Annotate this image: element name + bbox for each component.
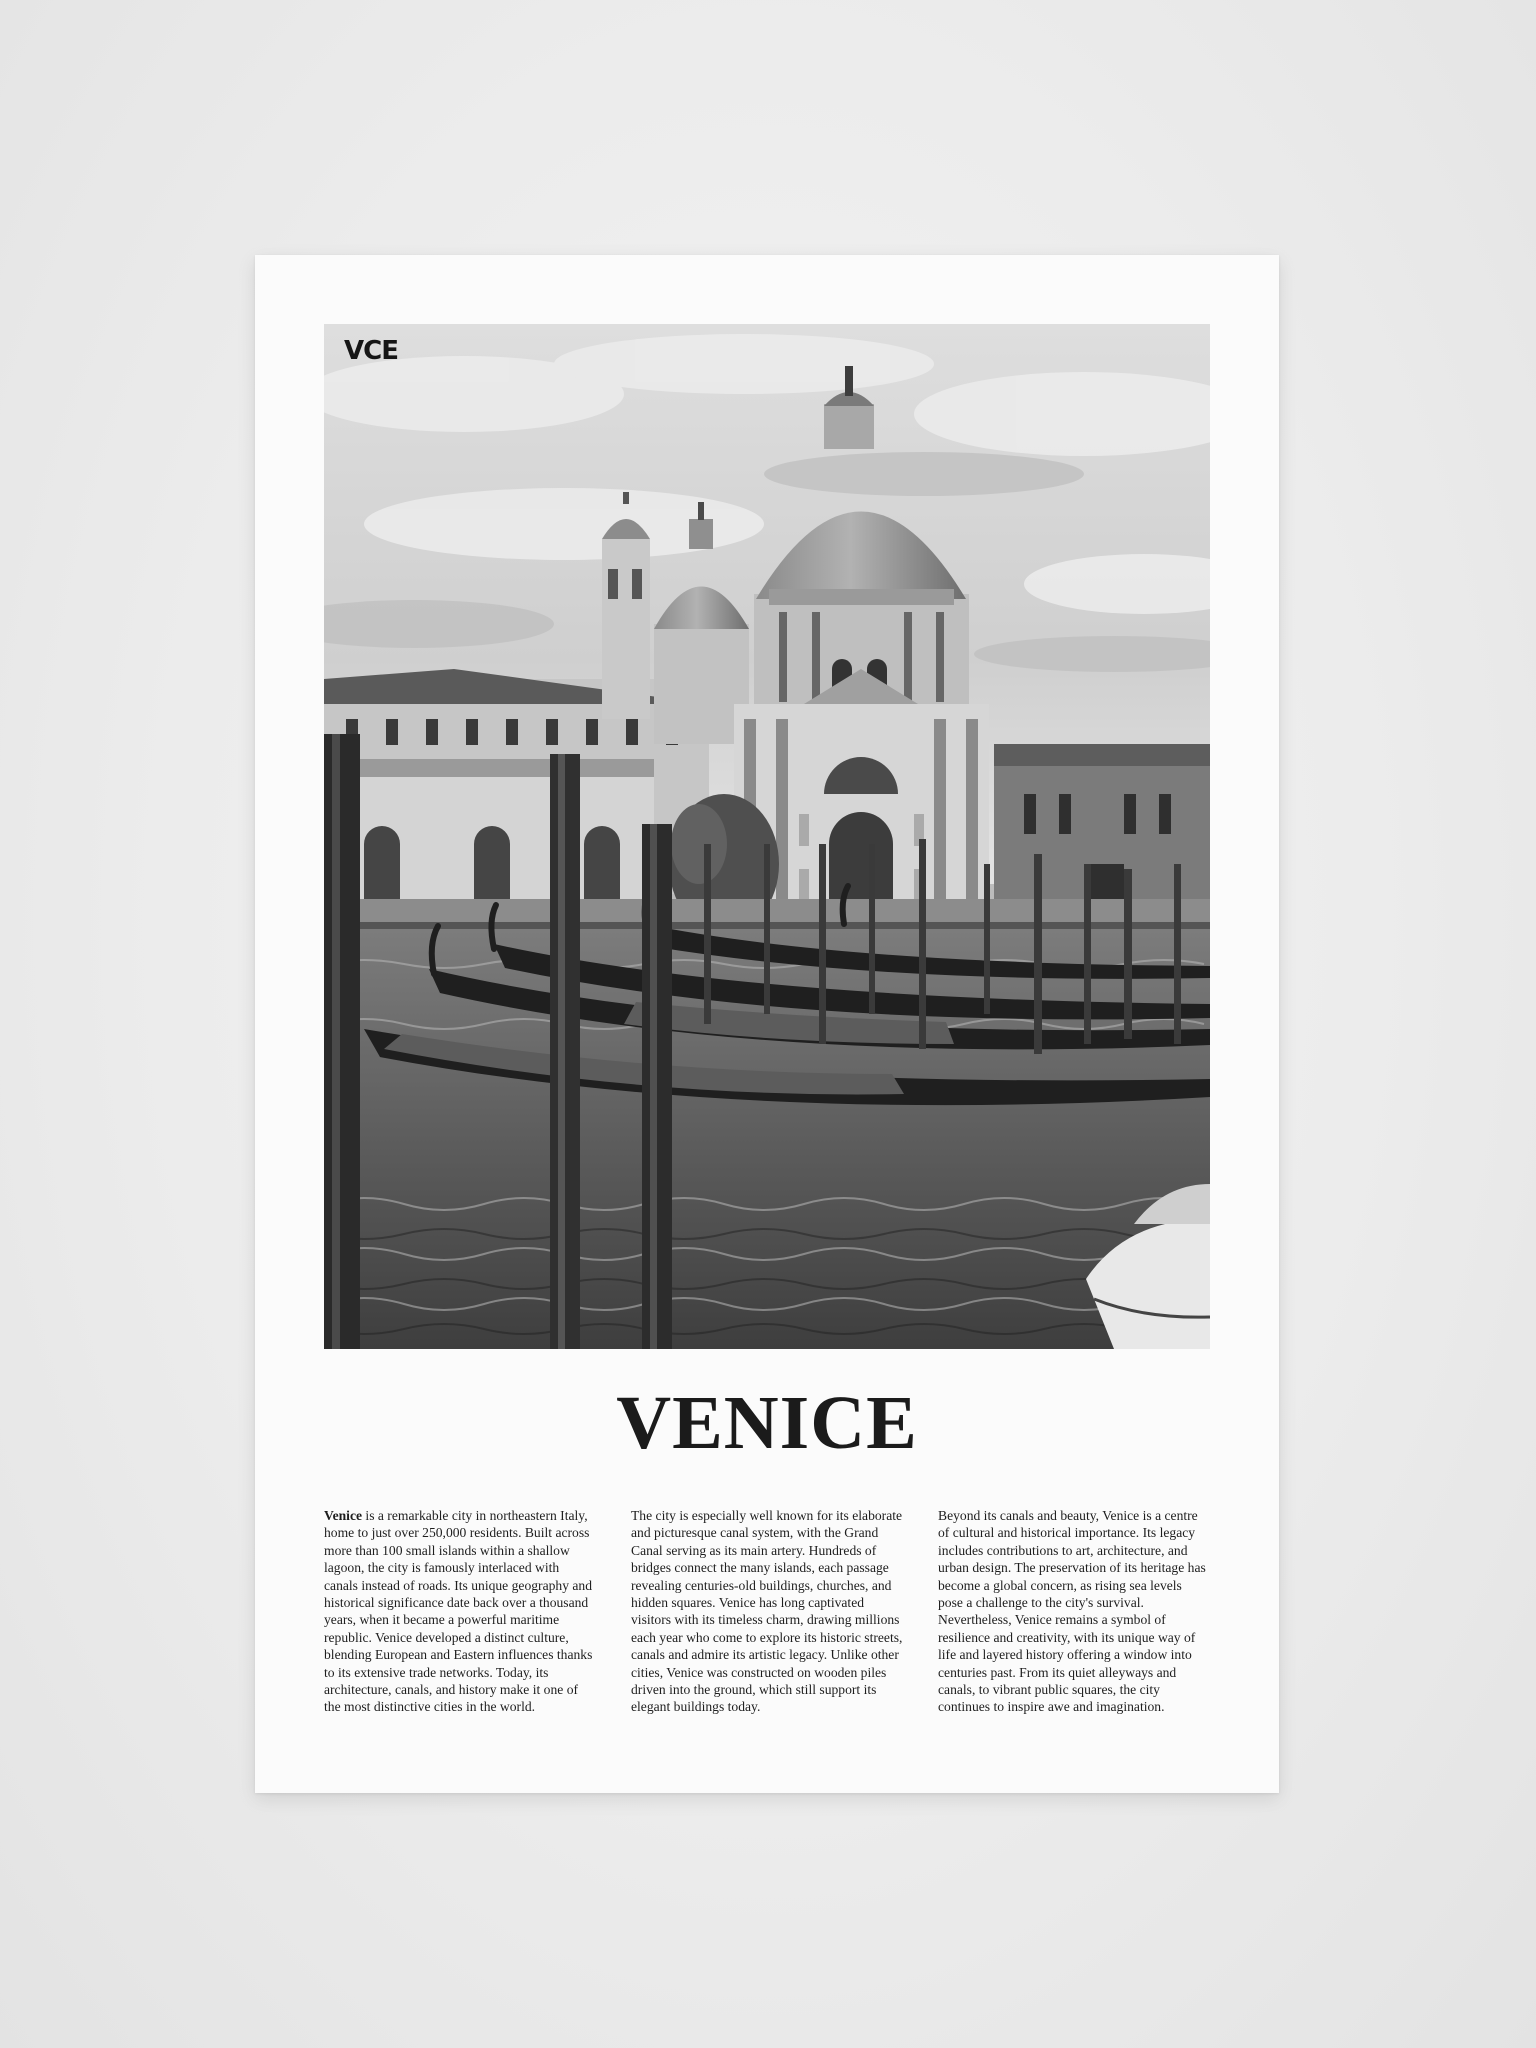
airport-code-label: VCE bbox=[344, 336, 398, 366]
text-column-1 bbox=[324, 1507, 596, 1716]
column-text: is a remarkable city in northeastern Italy, home to just over 250,000 residents. Built across more than 100 small islands within a shallow lagoon, the city is famously interlaced with canals instead of roads. Its unique geography and historical significance date back over a thousand years, when it became a powerful maritime republic. Venice developed a distinct culture, blending European and Eastern influences thanks to its extensive trade networks. Today, its architecture, canals, and history make it one of the most distinctive cities in the world. bbox=[324, 1508, 593, 1715]
text-column-3 bbox=[938, 1507, 1210, 1716]
text-column-2 bbox=[631, 1507, 903, 1716]
venice-photo bbox=[324, 324, 1210, 1349]
column-text: Beyond its canals and beauty, Venice is a centre of cultural and historical importance. Its legacy includes contributions to art, architecture, and urban design. The preservation of its heritage has become a global concern, as rising sea levels pose a challenge to the city's survival. Nevertheless, Venice remains a symbol of resilience and creativity, with its unique way of life and layered history offering a window into centuries past. From its quiet alleyways and canals, to vibrant public squares, the city continues to inspire awe and imagination. bbox=[938, 1508, 1206, 1715]
poster bbox=[255, 255, 1279, 1793]
text-columns bbox=[324, 1507, 1210, 1716]
column-text: The city is especially well known for its elaborate and picturesque canal system, with the Grand Canal serving as its main artery. Hundreds of bridges connect the many islands, each passage revealing centuries-old buildings, churches, and hidden squares. Venice has long captivated visitors with its timeless charm, drawing millions each year who come to explore its historic streets, canals and admire its artistic legacy. Unlike other cities, Venice was constructed on wooden piles driven into the ground, which still support its elegant buildings today. bbox=[631, 1508, 903, 1715]
venice-photo-illustration bbox=[324, 324, 1210, 1349]
column-lead-word: Venice bbox=[324, 1508, 363, 1523]
poster-title: VENICE bbox=[616, 1381, 918, 1465]
